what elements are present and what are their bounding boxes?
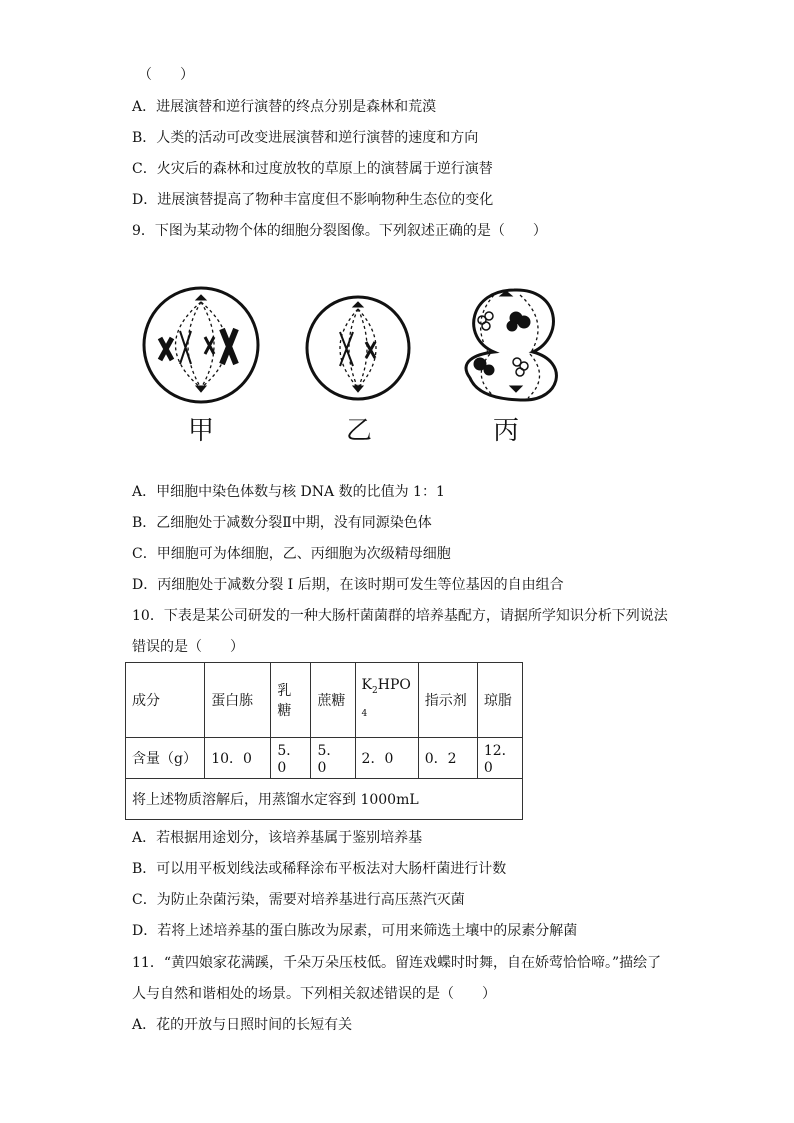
q9-option-b: B．乙细胞处于减数分裂Ⅱ中期，没有同源染色体 — [132, 515, 432, 531]
label-bing: 丙 — [493, 416, 520, 446]
q11-stem-line1: 11．“黄四娘家花满蹊，千朵万朵压枝低。留连戏蝶时时舞，自在娇莺恰恰啼。”描绘了 — [132, 955, 662, 971]
table-note: 将上述物质溶解后，用蒸馏水定容到 1000mL — [126, 779, 523, 820]
q9-option-c: C．甲细胞可为体细胞，乙、丙细胞为次级精母细胞 — [132, 546, 451, 562]
label-yi: 乙 — [346, 416, 373, 446]
table-cell: 乳糖 — [271, 663, 311, 738]
q9-option-a: A．甲细胞中染色体数与核 DNA 数的比值为 1：1 — [132, 484, 445, 500]
table-cell: 蛋白胨 — [205, 663, 271, 738]
table-cell: 5．0 — [311, 738, 355, 779]
q8-option-d: D．进展演替提高了物种丰富度但不影响物种生态位的变化 — [132, 192, 494, 208]
medium-recipe-table — [125, 662, 523, 820]
q10-option-b: B．可以用平板划线法或稀释涂布平板法对大肠杆菌进行计数 — [132, 861, 507, 877]
q8-option-c: C．火灾后的森林和过度放牧的草原上的演替属于逆行演替 — [132, 161, 493, 177]
q11-stem-line2: 人与自然和谐相处的场景。下列相关叙述错误的是（ ） — [132, 986, 496, 1002]
label-jia: 甲 — [188, 416, 215, 446]
cell-bing — [466, 290, 556, 400]
cell-yi — [307, 297, 409, 399]
q8-stem-tail: （ ） — [138, 67, 194, 83]
cell-division-figure — [130, 282, 570, 452]
table-row — [126, 779, 523, 820]
q10-option-a: A．若根据用途划分，该培养基属于鉴别培养基 — [132, 830, 423, 846]
q8-option-b: B．人类的活动可改变进展演替和逆行演替的速度和方向 — [132, 130, 479, 146]
table-cell: 2．0 — [355, 738, 418, 779]
table-cell: 10．0 — [205, 738, 271, 779]
q10-stem-line2: 错误的是（ ） — [132, 639, 244, 655]
table-cell: 5．0 — [271, 738, 311, 779]
q10-option-c: C．为防止杂菌污染，需要对培养基进行高压蒸汽灭菌 — [132, 892, 465, 908]
table-cell: 12．0 — [477, 738, 522, 779]
q9-option-d: D．丙细胞处于减数分裂 I 后期，在该时期可发生等位基因的自由组合 — [132, 577, 564, 593]
q9-stem: 9．下图为某动物个体的细胞分裂图像。下列叙述正确的是（ ） — [132, 223, 547, 239]
cell-jia — [144, 288, 258, 402]
table-cell: 含量（g） — [126, 738, 205, 779]
table-row — [126, 663, 523, 738]
table-row — [126, 738, 523, 779]
table-cell: 指示剂 — [418, 663, 477, 738]
q8-option-a: A．进展演替和逆行演替的终点分别是森林和荒漠 — [132, 99, 437, 115]
table-cell-k2hpo4: $K_2HPO$ $_4$ — [355, 663, 418, 738]
table-cell: 0．2 — [418, 738, 477, 779]
q11-option-a: A．花的开放与日照时间的长短有关 — [132, 1017, 353, 1033]
table-cell: 蔗糖 — [311, 663, 355, 738]
table-cell: 琼脂 — [477, 663, 522, 738]
q10-stem-line1: 10．下表是某公司研发的一种大肠杆菌菌群的培养基配方，请据所学知识分析下列说法 — [132, 608, 668, 624]
table-cell: 成分 — [126, 663, 205, 738]
q10-option-d: D．若将上述培养基的蛋白胨改为尿素，可用来筛选土壤中的尿素分解菌 — [132, 923, 578, 939]
